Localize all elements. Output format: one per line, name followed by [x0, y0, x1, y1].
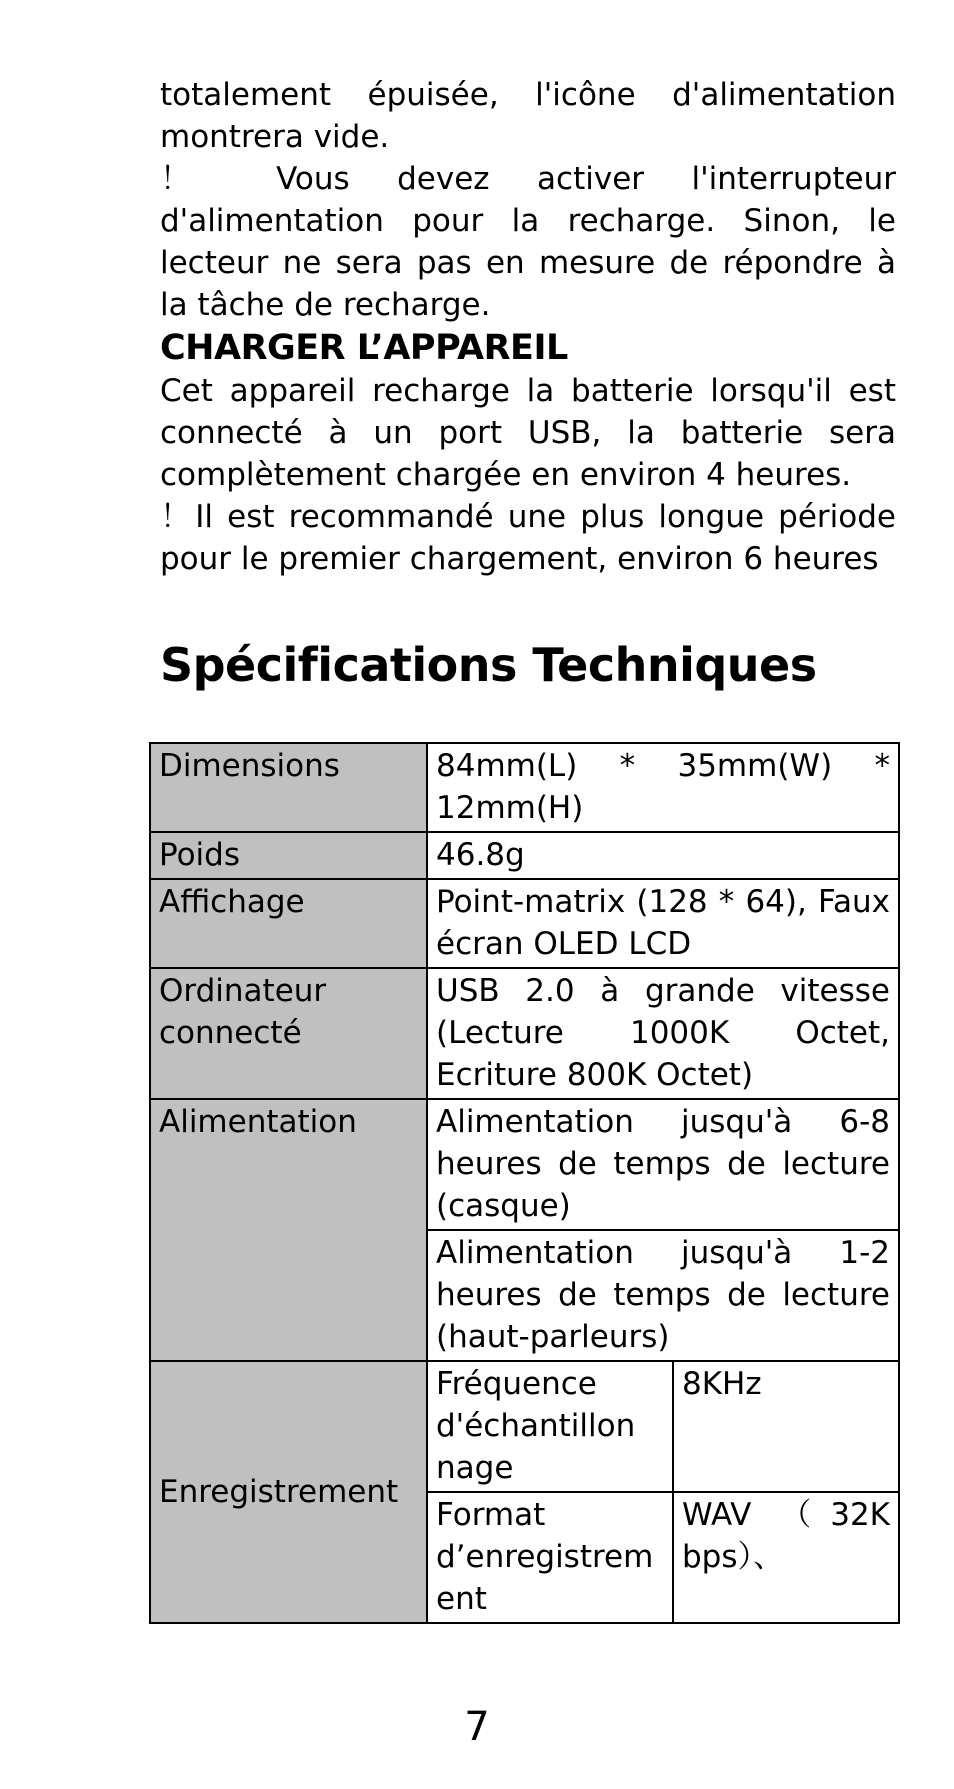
table-row	[150, 1361, 899, 1492]
spec-value-sampling: 8KHz	[673, 1361, 899, 1492]
first-charge-note: ！Il est recommandé une plus longue période pour le premier chargement, environ 6 heures	[160, 499, 896, 577]
spec-value-computer: USB 2.0 à grande vitesse (Lecture 1000K Octet, Ecriture 800K Octet)	[427, 968, 899, 1099]
spec-label-computer: Ordinateur connecté	[150, 968, 427, 1099]
spec-label-recording: Enregistrement	[150, 1361, 427, 1623]
spec-sublabel-sampling: Fréquence d'échantillon nage	[427, 1361, 673, 1492]
spec-value-power-headphones: Alimentation jusqu'à 6-8 heures de temps de lecture (casque)	[427, 1099, 899, 1230]
specs-table	[149, 742, 900, 1624]
table-row	[150, 879, 899, 968]
spec-value-weight: 46.8g	[427, 832, 899, 879]
spec-value-power-speakers: Alimentation jusqu'à 1-2 heures de temps de lecture (haut-parleurs)	[427, 1230, 899, 1361]
table-row	[150, 832, 899, 879]
intro-paragraph-line-2: montrera vide.	[160, 119, 390, 155]
recharge-switch-note: ！ Vous devez activer l'interrupteur d'alimentation pour la recharge. Sinon, le lecteur ne sera pas en mesure de répondre à la tâche de recharge.	[160, 161, 896, 323]
charge-paragraph: Cet appareil recharge la batterie lorsqu'il est connecté à un port USB, la batterie sera complètement chargée en environ 4 heures.	[160, 373, 896, 493]
spec-value-dimensions: 84mm(L) * 35mm(W) * 12mm(H)	[427, 743, 899, 832]
page-content	[160, 74, 896, 701]
page-number: 7	[464, 1704, 490, 1750]
spec-label-dimensions: Dimensions	[150, 743, 427, 832]
charge-section-title: CHARGER L’APPAREIL	[160, 328, 568, 368]
table-row	[150, 968, 899, 1099]
specs-section-title: Spécifications Techniques	[160, 638, 817, 692]
spec-label-weight: Poids	[150, 832, 427, 879]
intro-paragraph-line-1: totalement épuisée, l'icône d'alimentation	[160, 77, 896, 113]
spec-value-display: Point-matrix (128 * 64), Faux écran OLED LCD	[427, 879, 899, 968]
spec-label-display: Affichage	[150, 879, 427, 968]
table-row	[150, 743, 899, 832]
spec-value-format: WAV （32K bps）、	[673, 1492, 899, 1623]
spec-sublabel-format: Format d’enregistrem ent	[427, 1492, 673, 1623]
table-row	[150, 1099, 899, 1230]
spec-label-power: Alimentation	[150, 1099, 427, 1361]
